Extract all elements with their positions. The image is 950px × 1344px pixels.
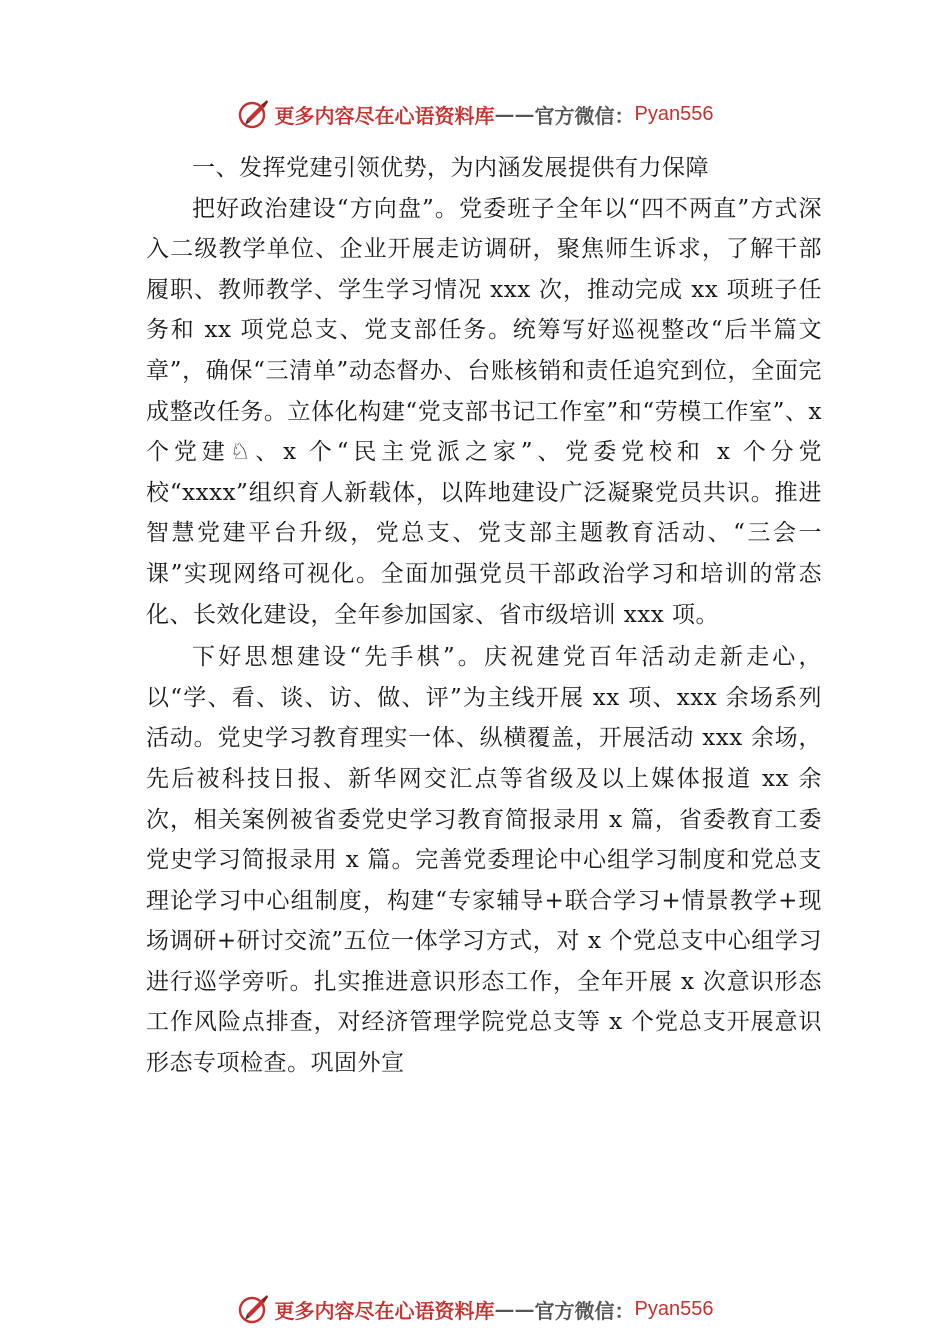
banner-prefix: 更多内容尽在心语资料库 (274, 1298, 495, 1323)
ink-brush-logo-icon (237, 97, 271, 131)
paragraph-ideological-building: 下好思想建设“先手棋”。庆祝建党百年活动走新走心，以“学、看、谈、访、做、评”为主线开展 xx 项、xxx 余场系列活动。党史学习教育理实一体、纵横覆盖，开展活动 xxx 余场，先后被科技日报、新华网交汇点等省级及以上媒体报道 xx 余次，相关案例被省委党史学习教育简报录用 x 篇，省委教育工委党史学习简报录用 x 篇。完善党委理论中心组学习制度和党总支理论学习中心组制度，构建“专家辅导+联合学习+情景教学+现场调研+研讨交流”五位一体学习方式，对 x 个党总支中心组学习进行巡学旁听。扎实推进意识形态工作，全年开展 x 次意识形态工作风险点排查，对经济管理学院党总支等 x 个党总支开展意识形态专项检查。巩固外宣 (146, 644, 822, 1077)
paragraph-political-building: 把好政治建设“方向盘”。党委班子全年以“四不两直”方式深入二级教学单位、企业开展走访调研，聚焦师生诉求，了解干部履职、教师教学、学生学习情况 xxx 次，推动完成 xx 项班子任务和 xx 项党总支、党支部任务。统筹写好巡视整改“后半篇文章”，确保“三清单”动态督办、台账核销和责任追究到位，全面完成整改任务。立体化构建“党支部书记工作室”和“劳模工作室”、x 个党建♘、x 个“民主党派之家”、党委党校和 x 个分党校“xxxx”组织育人新载体，以阵地建设广泛凝聚党员共识。推进智慧党建平台升级，党总支、党支部主题教育活动、“三会一课”实现网络可视化。全面加强党员干部政治学习和培训的常态化、长效化建设，全年参加国家、省市级培训 xxx 项。 (146, 195, 822, 628)
banner-dash: —— (494, 1297, 535, 1321)
footer-watermark-banner (0, 1287, 950, 1331)
banner-prefix: 更多内容尽在心语资料库 (274, 103, 495, 128)
banner-account: Pyan556 (634, 102, 714, 125)
section-heading: 一、发挥党建引领优势，为内涵发展提供有力保障 (192, 155, 709, 181)
banner-dash: —— (494, 102, 535, 126)
banner-official-label: 官方微信： (534, 103, 635, 128)
banner-account: Pyan556 (634, 1297, 714, 1320)
ink-brush-logo-icon (237, 1292, 271, 1326)
document-body (146, 148, 822, 1084)
header-watermark-banner (0, 92, 950, 136)
banner-official-label: 官方微信： (534, 1298, 635, 1323)
